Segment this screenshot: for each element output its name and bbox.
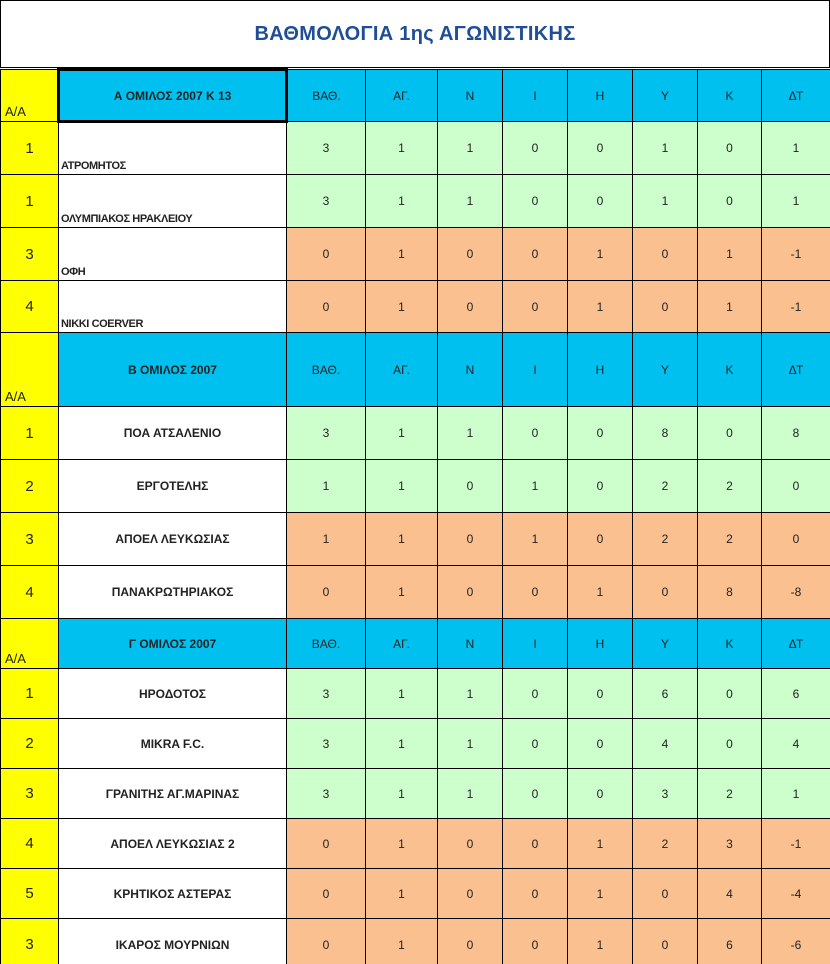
stat-cell: 6 <box>633 669 698 719</box>
position-cell: 1 <box>1 122 59 175</box>
column-header: ΒΑΘ. <box>287 619 366 669</box>
stat-cell: 1 <box>366 122 438 175</box>
stat-cell: 0 <box>438 819 503 869</box>
stat-cell: 1 <box>438 769 503 819</box>
stat-cell: 1 <box>568 819 633 869</box>
table-row <box>1 281 830 333</box>
stat-cell: 0 <box>633 281 698 333</box>
stat-cell: 0 <box>568 769 633 819</box>
stat-cell: 0 <box>438 869 503 919</box>
group-header-row <box>1 70 830 122</box>
stat-cell: 8 <box>698 566 762 619</box>
column-header: Ι <box>503 333 568 407</box>
stat-cell: 3 <box>287 769 366 819</box>
stat-cell: -1 <box>762 281 830 333</box>
stat-cell: 0 <box>287 819 366 869</box>
stat-cell: 0 <box>698 669 762 719</box>
team-name-cell: ΑΠΟΕΛ ΛΕΥΚΩΣΙΑΣ 2 <box>59 819 287 869</box>
table-row <box>1 769 830 819</box>
stat-cell: -4 <box>762 869 830 919</box>
team-name-cell: ΗΡΟΔΟΤΟΣ <box>59 669 287 719</box>
position-cell: 5 <box>1 869 59 919</box>
stat-cell: 0 <box>438 513 503 566</box>
team-name-cell: ΑΠΟΕΛ ΛΕΥΚΩΣΙΑΣ <box>59 513 287 566</box>
stat-cell: 1 <box>366 719 438 769</box>
stat-cell: 3 <box>633 769 698 819</box>
stat-cell: 0 <box>698 175 762 228</box>
standings-body <box>1 70 830 964</box>
stat-cell: 0 <box>503 566 568 619</box>
stat-cell: 2 <box>698 460 762 513</box>
stat-cell: 0 <box>633 228 698 281</box>
standings-table <box>0 68 830 964</box>
stat-cell: 0 <box>568 669 633 719</box>
column-header: Κ <box>698 333 762 407</box>
stat-cell: 0 <box>633 919 698 964</box>
stat-cell: 0 <box>438 566 503 619</box>
stat-cell: 2 <box>698 513 762 566</box>
column-header: ΑΓ. <box>366 619 438 669</box>
stat-cell: 0 <box>633 869 698 919</box>
stat-cell: 8 <box>633 407 698 460</box>
stat-cell: 4 <box>633 719 698 769</box>
stat-cell: -8 <box>762 566 830 619</box>
group-header-row <box>1 333 830 407</box>
position-cell: 1 <box>1 669 59 719</box>
column-header: ΒΑΘ. <box>287 70 366 122</box>
column-header: Υ <box>633 333 698 407</box>
stat-cell: 0 <box>503 407 568 460</box>
position-cell: 1 <box>1 175 59 228</box>
stat-cell: 0 <box>438 460 503 513</box>
team-name-cell: ΕΡΓΟΤΕΛΗΣ <box>59 460 287 513</box>
column-header: ΔΤ <box>762 619 830 669</box>
stat-cell: 0 <box>503 719 568 769</box>
stat-cell: 6 <box>762 669 830 719</box>
stat-cell: 2 <box>698 769 762 819</box>
stat-cell: 3 <box>287 122 366 175</box>
table-row <box>1 513 830 566</box>
table-row <box>1 669 830 719</box>
stat-cell: 0 <box>503 669 568 719</box>
position-cell: 3 <box>1 513 59 566</box>
table-row <box>1 122 830 175</box>
column-header: ΔΤ <box>762 333 830 407</box>
position-cell: 3 <box>1 769 59 819</box>
team-name-cell: ΓΡΑΝΙΤΗΣ ΑΓ.ΜΑΡΙΝΑΣ <box>59 769 287 819</box>
stat-cell: 1 <box>503 513 568 566</box>
stat-cell: 0 <box>503 819 568 869</box>
table-row <box>1 719 830 769</box>
stat-cell: 0 <box>503 122 568 175</box>
stat-cell: -1 <box>762 228 830 281</box>
team-name-cell: ΠΑΝΑΚΡΩΤΗΡΙΑΚΟΣ <box>59 566 287 619</box>
stat-cell: 1 <box>698 281 762 333</box>
stat-cell: 1 <box>633 122 698 175</box>
column-header: ΑΓ. <box>366 70 438 122</box>
page-title: ΒΑΘΜΟΛΟΓΙΑ 1ης ΑΓΩΝΙΣΤΙΚΗΣ <box>0 0 830 68</box>
team-name-cell: ΠΟΑ ΑΤΣΑΛΕΝΙΟ <box>59 407 287 460</box>
stat-cell: 0 <box>568 122 633 175</box>
stat-cell: 0 <box>503 869 568 919</box>
stat-cell: 1 <box>438 122 503 175</box>
stat-cell: 0 <box>503 228 568 281</box>
stat-cell: 3 <box>287 719 366 769</box>
stat-cell: 0 <box>438 228 503 281</box>
stat-cell: 0 <box>568 460 633 513</box>
stat-cell: 0 <box>568 513 633 566</box>
stat-cell: 1 <box>698 228 762 281</box>
column-header: Υ <box>633 619 698 669</box>
stat-cell: 4 <box>762 719 830 769</box>
table-row <box>1 566 830 619</box>
position-cell: 2 <box>1 719 59 769</box>
stat-cell: 2 <box>633 819 698 869</box>
stat-cell: 0 <box>633 566 698 619</box>
stat-cell: 0 <box>503 919 568 964</box>
column-header: Υ <box>633 70 698 122</box>
stat-cell: 0 <box>503 281 568 333</box>
stat-cell: 1 <box>503 460 568 513</box>
table-row <box>1 175 830 228</box>
column-header: Ν <box>438 333 503 407</box>
stat-cell: 0 <box>568 407 633 460</box>
stat-cell: 1 <box>762 769 830 819</box>
stat-cell: 0 <box>287 566 366 619</box>
table-row <box>1 460 830 513</box>
stat-cell: 3 <box>698 819 762 869</box>
team-name-cell: ΙΚΑΡΟΣ ΜΟΥΡΝΙΩΝ <box>59 919 287 964</box>
stat-cell: 1 <box>366 175 438 228</box>
position-cell: 3 <box>1 228 59 281</box>
stat-cell: 0 <box>698 719 762 769</box>
table-row <box>1 819 830 869</box>
stat-cell: 1 <box>762 122 830 175</box>
stat-cell: 0 <box>287 919 366 964</box>
stat-cell: -6 <box>762 919 830 964</box>
position-header: Α/Α <box>1 619 59 669</box>
stat-cell: 1 <box>568 919 633 964</box>
stat-cell: 3 <box>287 407 366 460</box>
stat-cell: 1 <box>366 669 438 719</box>
position-cell: 4 <box>1 566 59 619</box>
stat-cell: 0 <box>762 460 830 513</box>
stat-cell: 1 <box>438 407 503 460</box>
team-name-cell: ΟΦΗ <box>59 228 287 281</box>
column-header: Η <box>568 619 633 669</box>
column-header: Ν <box>438 70 503 122</box>
stat-cell: 1 <box>568 566 633 619</box>
stat-cell: 2 <box>633 460 698 513</box>
stat-cell: 0 <box>698 122 762 175</box>
column-header: Ν <box>438 619 503 669</box>
position-header: Α/Α <box>1 70 59 122</box>
stat-cell: -1 <box>762 819 830 869</box>
stat-cell: 0 <box>698 407 762 460</box>
stat-cell: 0 <box>438 281 503 333</box>
position-cell: 4 <box>1 819 59 869</box>
stat-cell: 1 <box>366 228 438 281</box>
team-name-cell: ΟΛΥΜΠΙΑΚΟΣ ΗΡΑΚΛΕΙΟΥ <box>59 175 287 228</box>
group-header-row <box>1 619 830 669</box>
stat-cell: 0 <box>287 281 366 333</box>
stat-cell: 1 <box>633 175 698 228</box>
column-header: ΔΤ <box>762 70 830 122</box>
stat-cell: 1 <box>438 669 503 719</box>
stat-cell: 0 <box>503 769 568 819</box>
position-cell: 2 <box>1 460 59 513</box>
stat-cell: 0 <box>287 869 366 919</box>
stat-cell: 1 <box>366 407 438 460</box>
column-header: Η <box>568 333 633 407</box>
stat-cell: 1 <box>366 919 438 964</box>
stat-cell: 6 <box>698 919 762 964</box>
stat-cell: 0 <box>762 513 830 566</box>
table-row <box>1 228 830 281</box>
column-header: ΑΓ. <box>366 333 438 407</box>
stat-cell: 0 <box>438 919 503 964</box>
position-cell: 4 <box>1 281 59 333</box>
stat-cell: 3 <box>287 175 366 228</box>
group-title: Α ΟΜΙΛΟΣ 2007 Κ 13 <box>59 70 287 122</box>
stat-cell: 1 <box>366 513 438 566</box>
team-name-cell: MIKRA F.C. <box>59 719 287 769</box>
column-header: Ι <box>503 619 568 669</box>
stat-cell: 1 <box>568 869 633 919</box>
team-name-cell: ΚΡΗΤΙΚΟΣ ΑΣΤΕΡΑΣ <box>59 869 287 919</box>
column-header: Κ <box>698 619 762 669</box>
stat-cell: 1 <box>287 513 366 566</box>
stat-cell: 1 <box>366 460 438 513</box>
stat-cell: 0 <box>568 175 633 228</box>
position-cell: 1 <box>1 407 59 460</box>
stat-cell: 8 <box>762 407 830 460</box>
team-name-cell: NIKKI COERVER <box>59 281 287 333</box>
stat-cell: 1 <box>366 819 438 869</box>
position-cell: 3 <box>1 919 59 964</box>
stat-cell: 0 <box>568 719 633 769</box>
stat-cell: 1 <box>366 769 438 819</box>
stat-cell: 1 <box>366 281 438 333</box>
table-row <box>1 407 830 460</box>
stat-cell: 1 <box>568 228 633 281</box>
table-row <box>1 869 830 919</box>
stat-cell: 1 <box>762 175 830 228</box>
position-header: Α/Α <box>1 333 59 407</box>
stat-cell: 0 <box>503 175 568 228</box>
column-header: Ι <box>503 70 568 122</box>
column-header: ΒΑΘ. <box>287 333 366 407</box>
group-title: Γ ΟΜΙΛΟΣ 2007 <box>59 619 287 669</box>
stat-cell: 1 <box>366 869 438 919</box>
stat-cell: 1 <box>366 566 438 619</box>
table-row <box>1 919 830 964</box>
team-name-cell: ΑΤΡΟΜΗΤΟΣ <box>59 122 287 175</box>
stat-cell: 1 <box>438 719 503 769</box>
stat-cell: 2 <box>633 513 698 566</box>
stat-cell: 1 <box>438 175 503 228</box>
stat-cell: 4 <box>698 869 762 919</box>
stat-cell: 3 <box>287 669 366 719</box>
column-header: Η <box>568 70 633 122</box>
stat-cell: 0 <box>287 228 366 281</box>
group-title: Β ΟΜΙΛΟΣ 2007 <box>59 333 287 407</box>
stat-cell: 1 <box>568 281 633 333</box>
stat-cell: 1 <box>287 460 366 513</box>
column-header: Κ <box>698 70 762 122</box>
